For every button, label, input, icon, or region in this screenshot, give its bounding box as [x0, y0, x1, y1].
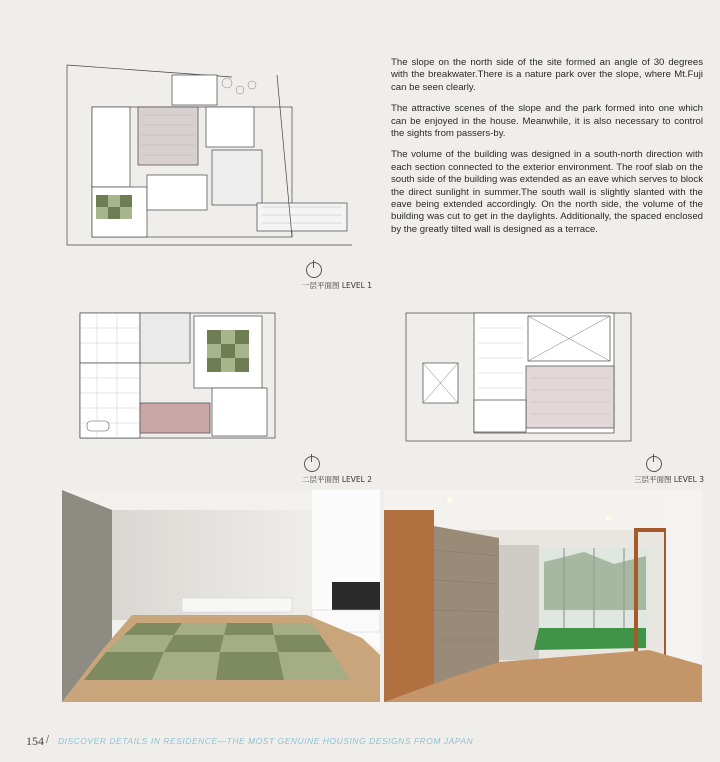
north-arrow-icon	[306, 262, 322, 278]
level-3-floor-plan	[398, 308, 648, 443]
level-2-caption: 二层平面图 LEVEL 2	[302, 475, 373, 484]
footer-separator: /	[46, 734, 50, 746]
level-2-floor-plan	[72, 308, 282, 443]
paragraph-3: The volume of the building was designed in a south-north direction with each section connected to the exterior environment. The roof slab on the south side of the building was extended as an eave which serves to block the direct sunlight in summer.The south wall is slightly slanted with the eave being extended accordingly. On the north side, the volume of the building was cut to get in the daylights. Additionally, the spaced enclosed by the greatly tilted wall is designed as a terrace.	[391, 149, 703, 235]
page-number: 154	[26, 734, 44, 748]
north-arrow-icon	[304, 456, 320, 472]
article-text	[391, 57, 703, 245]
living-room-photo	[384, 490, 702, 702]
paragraph-1: The slope on the north side of the site formed an angle of 30 degrees with the breakwater.There is a nature park over the slope, where Mt.Fuji can be seen clearly.	[391, 57, 703, 93]
book-title: DISCOVER DETAILS IN RESIDENCE—THE MOST GENUINE HOUSING DESIGNS FROM JAPAN	[58, 736, 474, 746]
paragraph-2: The attractive scenes of the slope and the park formed into one which can be enjoyed in the house. Meanwhile, it is also necessary to control the sights from passers-by.	[391, 103, 703, 140]
tatami-room-photo	[62, 490, 380, 702]
level-1-caption: 一层平面图 LEVEL 1	[302, 281, 373, 290]
level-1-floor-plan	[62, 55, 362, 270]
level-3-caption: 三层平面图 LEVEL 3	[634, 475, 705, 484]
north-arrow-icon	[646, 456, 662, 472]
